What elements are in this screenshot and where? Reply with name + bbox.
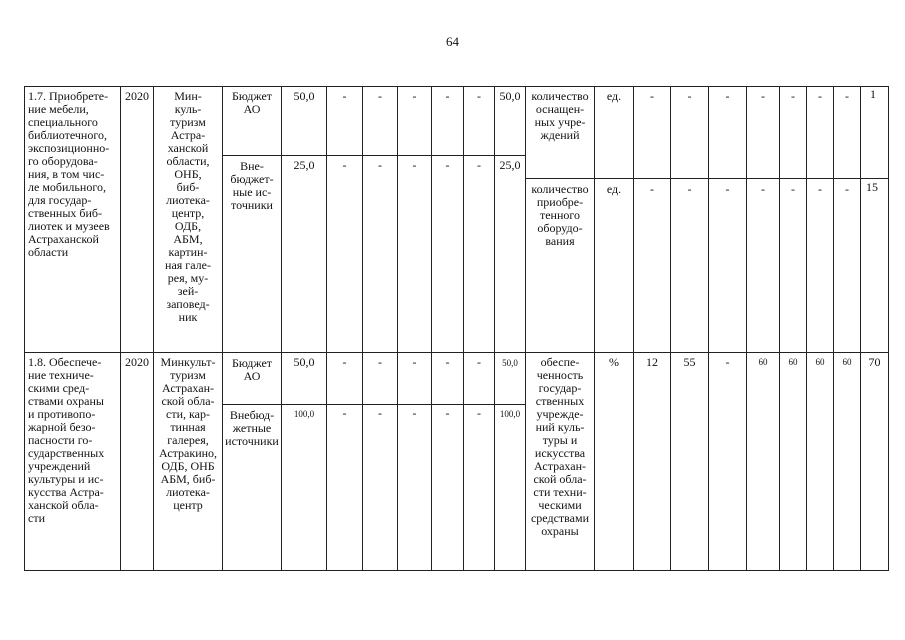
col-rule — [708, 86, 709, 571]
indicator-name: обеспе- ченность государ- ственных учрежде- ний куль- туры и искусства Астрахан- ской обла- сти техни- ческими средствами охраны — [530, 355, 590, 538]
indicator-value: 1 — [870, 87, 876, 101]
col-rule — [120, 86, 121, 571]
funding-dash: - — [477, 355, 481, 369]
funding-dash: - — [378, 355, 382, 369]
indicator-value: - — [791, 182, 795, 196]
measure-year: 2020 — [125, 89, 149, 103]
funding-total: 25,0 — [499, 158, 521, 172]
funding-dash: - — [412, 355, 417, 369]
indicator-value: - — [845, 89, 849, 103]
funding-dash: - — [412, 89, 417, 103]
col-rule — [779, 86, 780, 571]
indicator-value: - — [845, 182, 849, 196]
executor: Минкульт- туризм Астрахан- ской обла- сти, кар- тинная галерея, Астракино, ОДБ, ОНБ АБМ, биб- лиотека- центр — [158, 355, 218, 512]
indicator-value: - — [725, 182, 730, 196]
indicator-value: 55 — [683, 355, 696, 369]
col-rule — [833, 86, 834, 571]
funding-dash: - — [342, 406, 347, 420]
funding-dash: - — [412, 406, 417, 420]
indicator-unit: ед. — [606, 182, 622, 196]
funding-dash: - — [378, 158, 382, 172]
funding-amount: 100,0 — [293, 409, 315, 419]
funding-amount: 25,0 — [293, 158, 315, 172]
executor: Мин- куль- туризм Астра- ханской области, ОНБ, биб- лиотека- центр, ОДБ, АБМ, картин- ная гале- рея, му- зей- заповед- ник — [165, 89, 211, 324]
funding-dash: - — [342, 158, 347, 172]
indicator-value: - — [761, 182, 765, 196]
indicator-value: - — [650, 182, 654, 196]
indicator-value: - — [818, 182, 822, 196]
indicator-value: 12 — [646, 355, 658, 369]
funding-amount: 50,0 — [293, 355, 315, 369]
funding-dash: - — [477, 158, 481, 172]
indicator-value: 60 — [815, 357, 825, 367]
funding-total: 50,0 — [499, 89, 521, 103]
indicator-value: 60 — [842, 357, 852, 367]
funding-dash: - — [342, 355, 347, 369]
indicator-value: - — [687, 182, 692, 196]
funding-dash: - — [378, 406, 382, 420]
indicator-unit: ед. — [606, 89, 622, 103]
col-rule — [746, 86, 747, 571]
indicator-value: 60 — [788, 357, 798, 367]
funding-dash: - — [445, 158, 450, 172]
funding-total: 50,0 — [502, 358, 518, 368]
funding-source: Внебюд- жетные источники — [225, 408, 279, 448]
funding-source: Бюджет АО — [231, 356, 273, 383]
indicator-value: - — [791, 89, 795, 103]
col-rule — [670, 86, 671, 571]
table-right-border — [888, 86, 889, 571]
indicator-value: - — [818, 89, 822, 103]
funding-dash: - — [445, 355, 450, 369]
indicator-value: - — [725, 355, 730, 369]
funding-dash: - — [342, 89, 347, 103]
indicator-name: количество оснащен- ных учре- ждений — [531, 89, 589, 142]
col-rule — [860, 86, 861, 571]
indicator-value: 70 — [868, 355, 881, 369]
funding-separator — [222, 155, 525, 156]
measure-name: 1.7. Приобрете- ние мебели, специального библиотечного, экспозиционно- го оборудова- ния, в том чис- ле мобильного, для государ- ственных биб- лиотек и музеев Астраханской области — [28, 89, 110, 259]
funding-dash: - — [445, 406, 450, 420]
measure-name: 1.8. Обеспече- ние техниче- скими сред- ствами охраны и противопо- жарной безо- пасности го- сударственных учреждений культуры и ис- кусства Астра- ханской обла- сти — [28, 355, 105, 525]
table-left-border — [24, 86, 25, 571]
col-rule — [222, 86, 223, 571]
indicator-unit: % — [609, 355, 619, 369]
indicator-value: - — [687, 89, 692, 103]
funding-dash: - — [477, 406, 481, 420]
indicator-value: - — [650, 89, 654, 103]
funding-source: Бюджет АО — [231, 89, 273, 116]
indicator-name: количество приобре- тенного оборудо- вания — [531, 182, 589, 248]
indicator-value: 60 — [758, 357, 768, 367]
indicator-value: 15 — [866, 180, 878, 194]
page-number: 64 — [446, 34, 459, 49]
col-rule — [806, 86, 807, 571]
indicator-value: - — [725, 89, 730, 103]
funding-dash: - — [412, 158, 417, 172]
funding-dash: - — [477, 89, 481, 103]
funding-source: Вне- бюджет- ные ис- точники — [230, 159, 274, 212]
indicator-value: - — [761, 89, 765, 103]
funding-dash: - — [378, 89, 382, 103]
funding-dash: - — [445, 89, 450, 103]
funding-separator — [222, 404, 525, 405]
measure-year: 2020 — [125, 355, 149, 369]
col-rule — [594, 86, 595, 571]
funding-amount: 50,0 — [293, 89, 315, 103]
col-rule — [633, 86, 634, 571]
funding-total: 100,0 — [499, 409, 521, 419]
